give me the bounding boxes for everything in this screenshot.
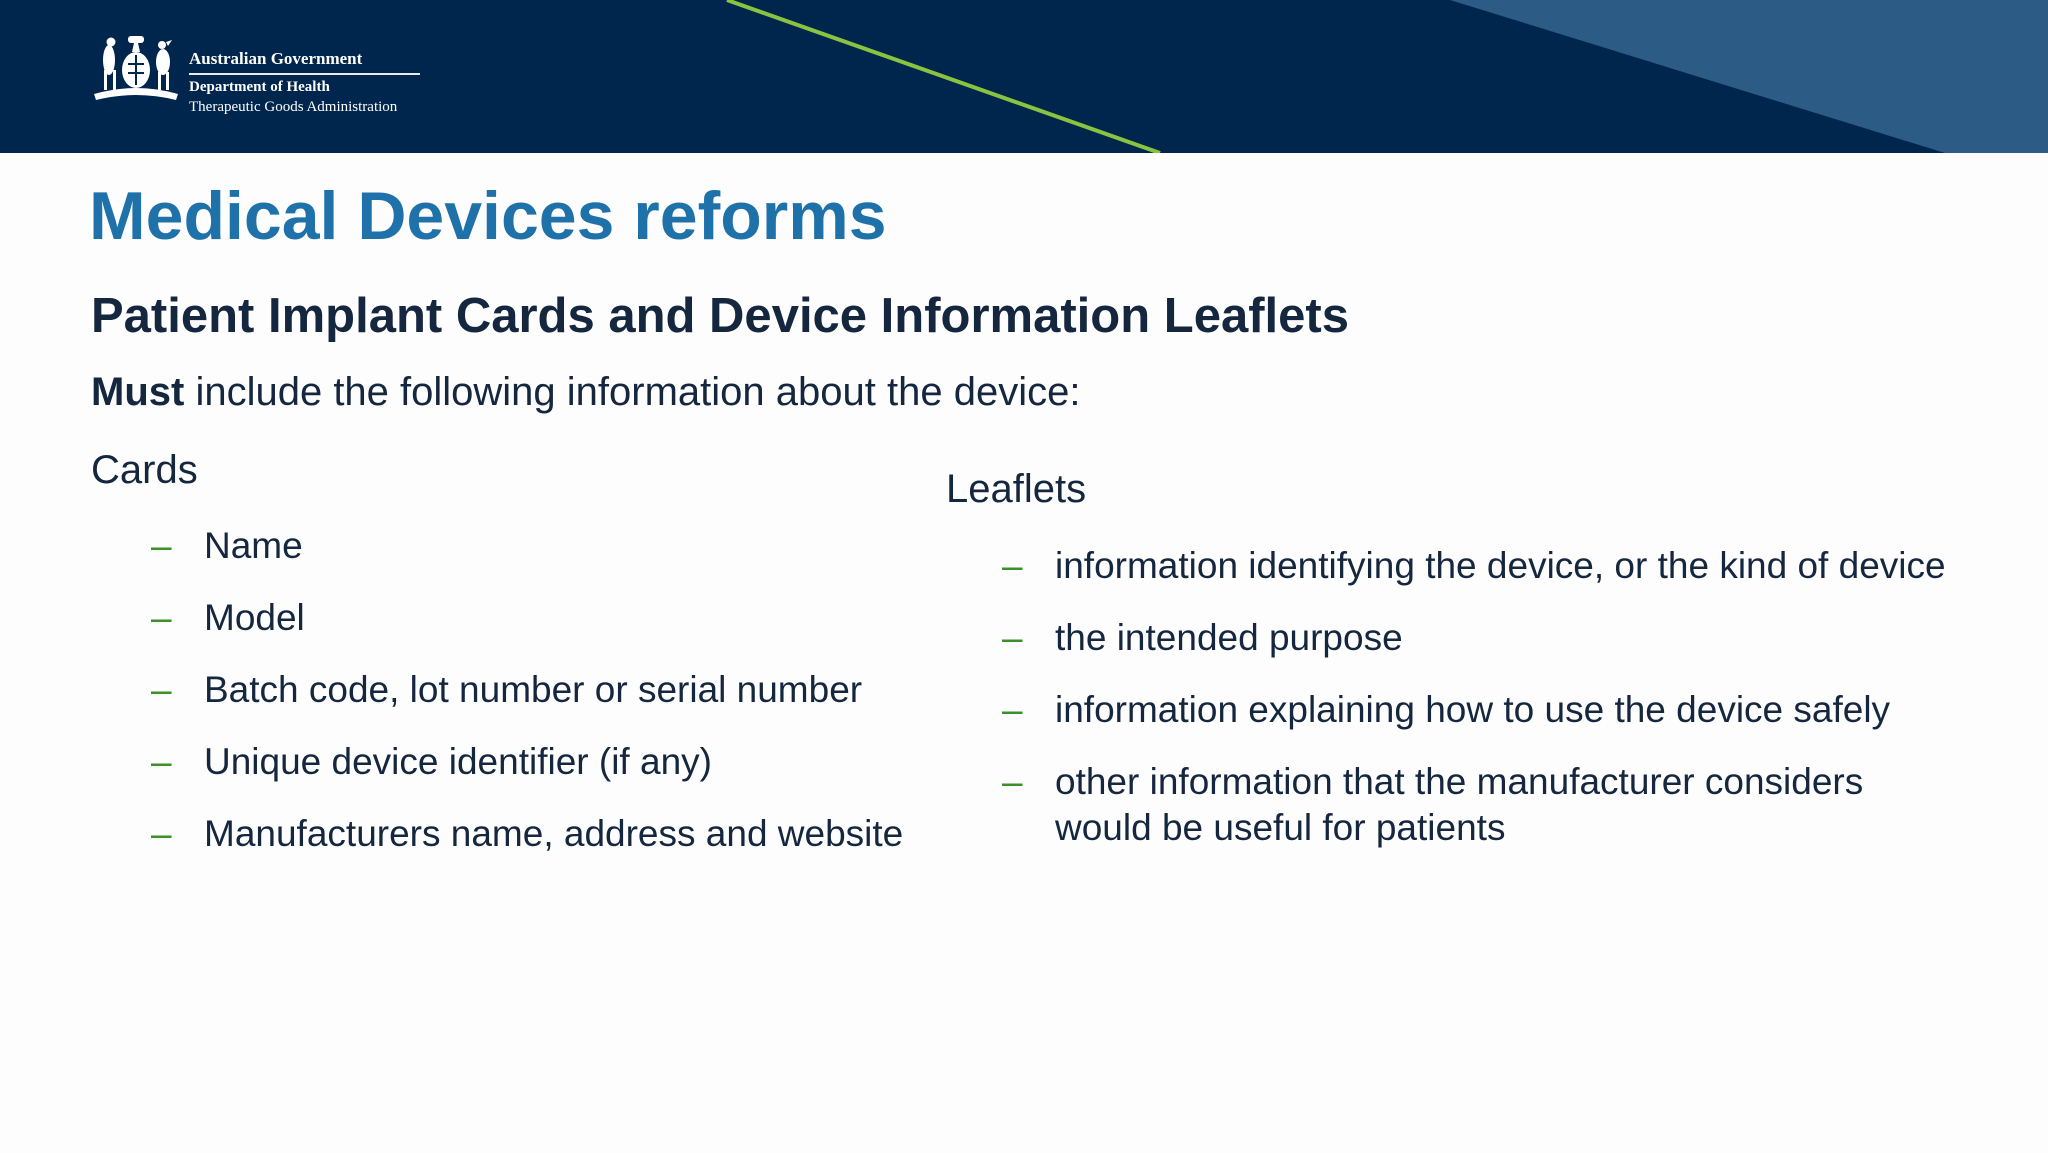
cards-list-item [151, 595, 941, 641]
agency-name: Therapeutic Goods Administration [189, 99, 398, 115]
cards-item-text: Batch code, lot number or serial number [204, 669, 863, 710]
cards-list [151, 523, 941, 883]
dash-bullet-icon: – [151, 669, 172, 710]
leaflets-item-text: other information that the manufacturer considers would be useful for patients [1055, 761, 1864, 848]
coat-of-arms-icon [88, 30, 184, 102]
dash-bullet-icon: – [151, 597, 172, 638]
leaflets-list-item [1002, 615, 1962, 661]
dash-bullet-icon: – [151, 525, 172, 566]
dash-bullet-icon: – [1002, 689, 1023, 730]
leaflets-heading: Leaflets [946, 467, 1087, 511]
leaflets-list-item [1002, 759, 1962, 851]
dash-bullet-icon: – [1002, 545, 1023, 586]
cards-item-text: Manufacturers name, address and website [204, 813, 904, 854]
slide-title: Medical Devices reforms [89, 178, 887, 254]
leaflets-list-item [1002, 543, 1962, 589]
intro-text: include the following information about the device: [184, 370, 1081, 414]
cards-list-item [151, 667, 941, 713]
cards-list-item [151, 739, 941, 785]
cards-item-text: Model [204, 597, 305, 638]
leaflets-item-text: information explaining how to use the device safely [1055, 689, 1891, 730]
intro-line [91, 370, 1080, 415]
leaflets-item-text: the intended purpose [1055, 617, 1403, 658]
dash-bullet-icon: – [151, 813, 172, 854]
header-divider [189, 73, 420, 75]
leaflets-item-text: information identifying the device, or the kind of device [1055, 545, 1946, 586]
header-banner [0, 0, 2048, 153]
leaflets-list-item [1002, 687, 1962, 733]
government-name: Australian Government [189, 49, 363, 68]
leaflets-list [1002, 543, 1962, 877]
slide-subtitle: Patient Implant Cards and Device Information Leaflets [91, 289, 1349, 343]
cards-list-item [151, 523, 941, 569]
dash-bullet-icon: – [151, 741, 172, 782]
department-name: Department of Health [189, 79, 330, 95]
cards-list-item [151, 811, 941, 857]
cards-heading: Cards [91, 448, 198, 492]
dash-bullet-icon: – [1002, 617, 1023, 658]
cards-item-text: Unique device identifier (if any) [204, 741, 712, 782]
cards-item-text: Name [204, 525, 303, 566]
intro-emphasis: Must [91, 370, 185, 414]
dash-bullet-icon: – [1002, 761, 1023, 802]
